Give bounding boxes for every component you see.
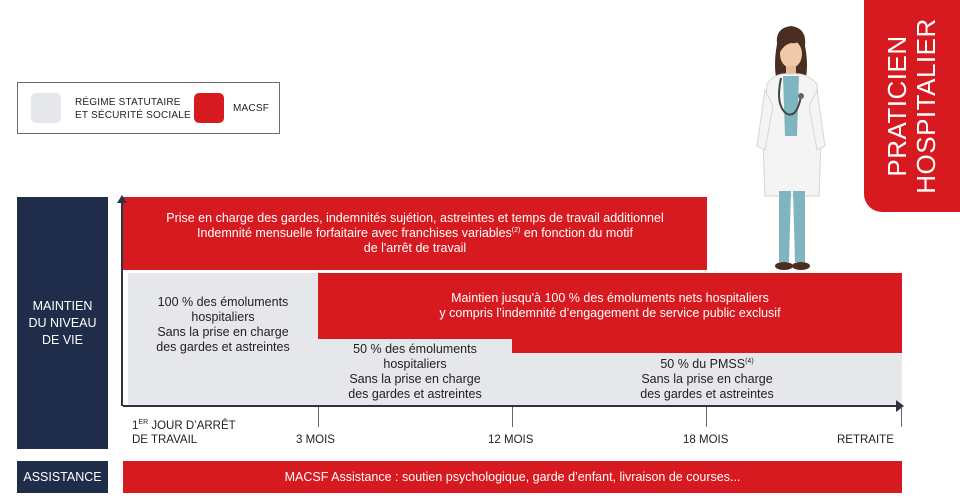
block-grey-first-line3: Sans la prise en charge	[157, 325, 289, 339]
timeline-label-start-line2: DE TRAVAIL	[132, 434, 198, 446]
block-maintien-100	[318, 273, 902, 339]
block-top-line2	[166, 226, 664, 241]
timeline-label-3-mois: 3 MOIS	[296, 434, 335, 446]
legend-swatch-macsf	[194, 93, 224, 123]
tab-title	[883, 18, 941, 194]
block-grey-right-line2: Sans la prise en charge	[641, 371, 773, 386]
legend-label-regime	[75, 96, 191, 122]
block-grey-mid-line3: Sans la prise en charge	[349, 372, 481, 386]
row-label-maintien-line2: DU NIVEAU	[28, 315, 97, 330]
block-prise-en-charge-gardes	[123, 197, 707, 270]
row-label-maintien	[17, 197, 108, 449]
block-top-line2-main: Indemnité mensuelle forfaitaire avec franchises variables	[197, 226, 512, 240]
legend-label-regime-line2: ET SÉCURITÉ SOCIALE	[75, 110, 191, 121]
block-maintien-100-extension	[512, 339, 902, 353]
block-grey-mid-line4: des gardes et astreintes	[348, 387, 482, 401]
block-grey-first-line2: hospitaliers	[191, 310, 255, 324]
block-50-emoluments	[318, 339, 512, 405]
block-50-pmss	[512, 353, 902, 405]
timeline-label-retraite: RETRAITE	[837, 434, 894, 446]
tick-18-mois	[706, 407, 707, 427]
block-grey-right-line1	[640, 357, 773, 372]
tab-title-line1: PRATICIEN	[882, 35, 912, 177]
block-top-line1: Prise en charge des gardes, indemnités sujétion, astreintes et temps de travail additionnel	[166, 211, 664, 225]
tick-3-mois	[318, 407, 319, 427]
timeline-label-18-mois: 18 MOIS	[683, 434, 729, 446]
vertical-axis	[121, 200, 123, 406]
timeline-start-num: 1	[132, 420, 139, 432]
row-label-maintien-line3: DE VIE	[41, 332, 83, 347]
tick-12-mois	[512, 407, 513, 427]
tick-retraite	[901, 407, 902, 427]
legend	[17, 82, 280, 134]
row-label-maintien-line1: MAINTIEN	[32, 298, 93, 313]
block-grey-right-line1-main: 50 % du PMSS	[660, 356, 746, 371]
block-grey-first-line4: des gardes et astreintes	[156, 340, 290, 354]
legend-label-regime-line1: RÉGIME STATUTAIRE	[75, 97, 181, 108]
block-top-line3: de l'arrêt de travail	[363, 241, 467, 255]
praticien-hospitalier-tab	[864, 0, 960, 212]
timeline-label-12-mois: 12 MOIS	[488, 434, 534, 446]
block-top-line2-tail: en fonction du motif	[520, 226, 633, 240]
time-axis-arrow-icon	[896, 400, 904, 412]
vertical-axis-arrow-icon	[117, 195, 127, 203]
timeline-start-sup: ER	[138, 419, 149, 427]
block-mid-line2: y compris l’indemnité d’engagement de service public exclusif	[439, 306, 781, 320]
legend-swatch-regime	[31, 93, 61, 123]
doctor-illustration	[735, 26, 835, 276]
block-grey-mid-line2: hospitaliers	[383, 357, 447, 371]
footnote-2: (2)	[511, 226, 521, 234]
block-mid-line1: Maintien jusqu'à 100 % des émoluments nets hospitaliers	[451, 291, 769, 305]
tab-title-line2: HOSPITALIER	[911, 18, 941, 194]
block-grey-first-line1: 100 % des émoluments	[157, 295, 289, 309]
row-label-assistance: ASSISTANCE	[17, 461, 108, 493]
block-grey-mid-line1: 50 % des émoluments	[353, 342, 477, 356]
block-grey-right-line3: des gardes et astreintes	[640, 386, 774, 401]
timeline-start-tail: JOUR D’ARRÊT	[148, 420, 236, 432]
block-100-emoluments	[128, 273, 318, 405]
footnote-4: (4)	[745, 357, 754, 365]
timeline-label-start	[132, 419, 236, 447]
legend-label-macsf: MACSF	[233, 103, 269, 114]
block-assistance: MACSF Assistance : soutien psychologique, garde d’enfant, livraison de courses...	[123, 461, 902, 493]
timeline-label-start-line1	[132, 419, 236, 433]
